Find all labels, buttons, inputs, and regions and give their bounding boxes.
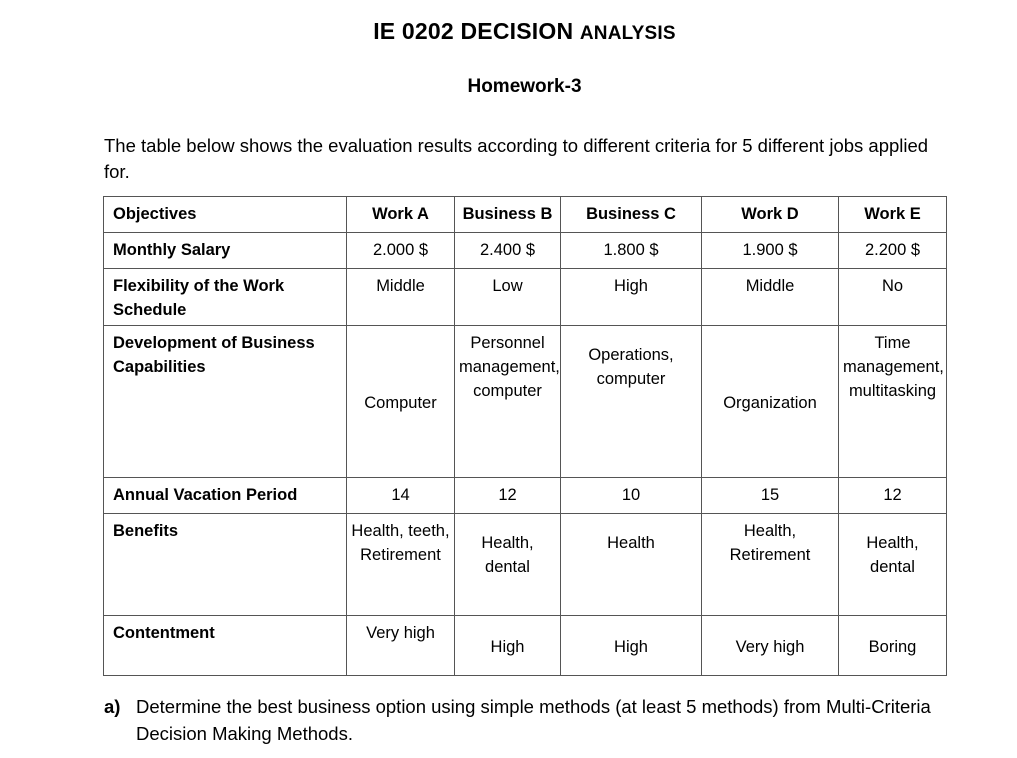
column-header: Work E — [839, 197, 947, 233]
table-cell: Health, dental — [455, 514, 561, 616]
table-cell: 15 — [702, 478, 839, 514]
table-cell: 12 — [839, 478, 947, 514]
title-small: ANALYSIS — [579, 23, 676, 44]
table-cell: Health, dental — [839, 514, 947, 616]
table-cell: Operations, computer — [561, 326, 702, 478]
document-subtitle: Homework-3 — [467, 76, 582, 97]
row-label: Contentment — [104, 616, 347, 676]
question-text: Determine the best business option using simple methods (at least 5 methods) from Multi-Criteria Decision Making Methods. — [136, 696, 931, 744]
question-label: a) — [104, 696, 121, 717]
column-header: Business C — [561, 197, 702, 233]
table-cell: 2.200 $ — [839, 233, 947, 269]
table-row — [104, 326, 947, 478]
table-cell: 12 — [455, 478, 561, 514]
table-cell: Health, Retirement — [702, 514, 839, 616]
table-cell: Middle — [702, 269, 839, 326]
table-cell: Personnel management, computer — [455, 326, 561, 478]
table-cell: High — [561, 616, 702, 676]
table-cell: 2.400 $ — [455, 233, 561, 269]
table-cell: Organization — [702, 326, 839, 478]
table-cell: High — [561, 269, 702, 326]
table-cell: No — [839, 269, 947, 326]
row-label: Benefits — [104, 514, 347, 616]
table-row — [104, 514, 947, 616]
table-cell: Time management, multitasking — [839, 326, 947, 478]
intro-paragraph: The table below shows the evaluation results according to different criteria for 5 different jobs applied for. — [104, 135, 929, 182]
question-a — [104, 693, 954, 747]
table-cell: Health, teeth, Retirement — [347, 514, 455, 616]
table-row — [104, 478, 947, 514]
table-row — [104, 233, 947, 269]
title-main: IE 0202 DECISION — [373, 18, 574, 44]
column-header: Business B — [455, 197, 561, 233]
table-cell: Low — [455, 269, 561, 326]
table-cell: Middle — [347, 269, 455, 326]
table-cell: Very high — [702, 616, 839, 676]
row-label: Development of Business Capabilities — [104, 326, 347, 478]
column-header: Objectives — [104, 197, 347, 233]
table-cell: Boring — [839, 616, 947, 676]
column-header: Work D — [702, 197, 839, 233]
row-label: Monthly Salary — [104, 233, 347, 269]
row-label: Annual Vacation Period — [104, 478, 347, 514]
document-title — [0, 18, 1017, 45]
table-cell: 1.900 $ — [702, 233, 839, 269]
table-cell: 2.000 $ — [347, 233, 455, 269]
table-cell: Computer — [347, 326, 455, 478]
table-cell: Very high — [347, 616, 455, 676]
table-row — [104, 616, 947, 676]
table-cell: High — [455, 616, 561, 676]
table-row — [104, 269, 947, 326]
table-cell: Health — [561, 514, 702, 616]
table-header-row — [104, 197, 947, 233]
table-cell: 14 — [347, 478, 455, 514]
table-cell: 10 — [561, 478, 702, 514]
row-label: Flexibility of the Work Schedule — [104, 269, 347, 326]
evaluation-table — [103, 196, 947, 676]
column-header: Work A — [347, 197, 455, 233]
table-cell: 1.800 $ — [561, 233, 702, 269]
